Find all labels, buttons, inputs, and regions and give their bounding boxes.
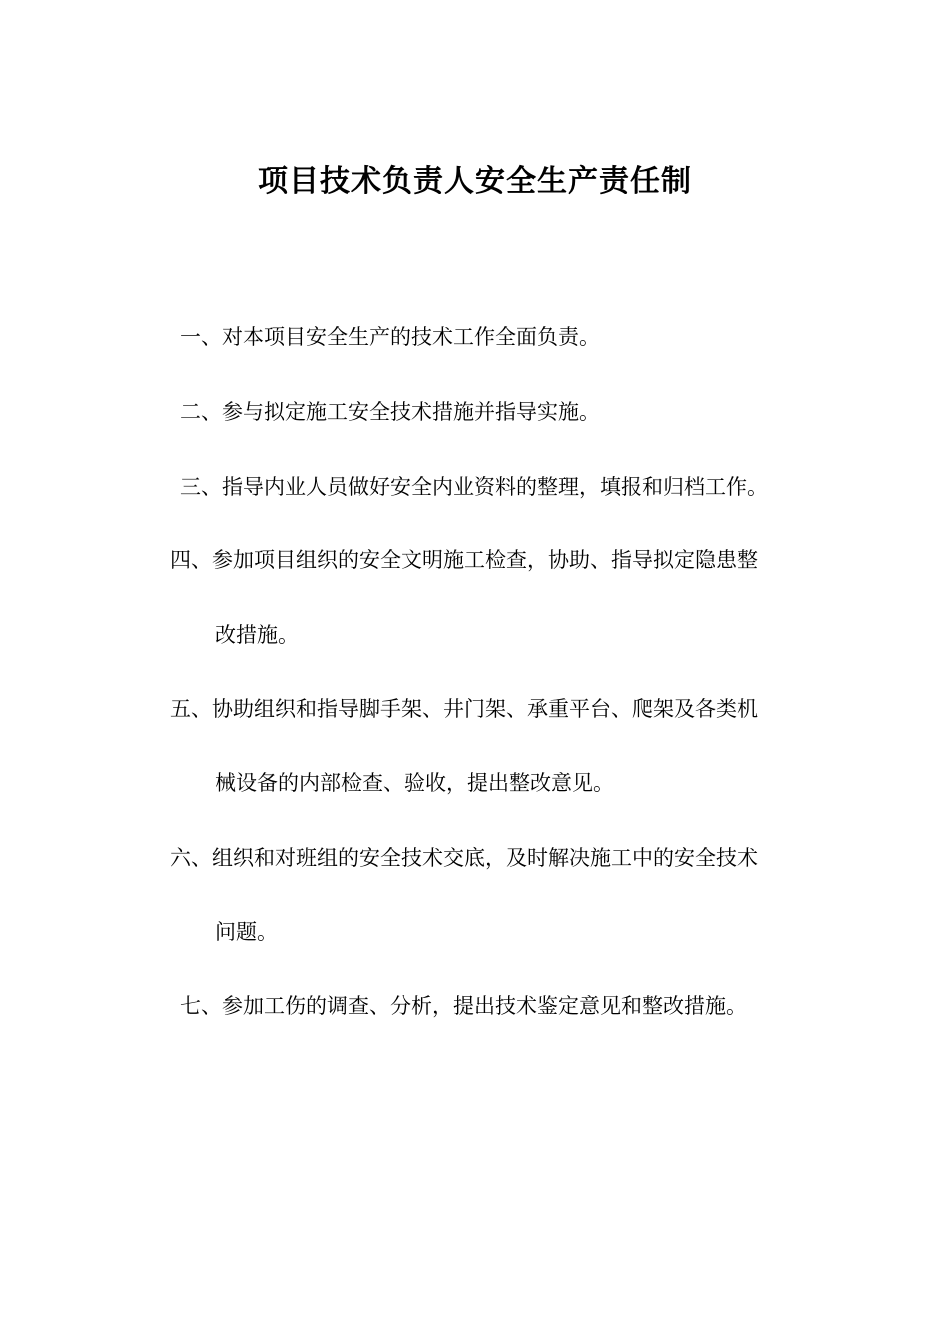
- item-4-line-2: 改措施。: [215, 623, 299, 647]
- document-title: 项目技术负责人安全生产责任制: [258, 164, 692, 199]
- item-6-line-1: 六、组织和对班组的安全技术交底，及时解决施工中的安全技术: [170, 846, 758, 870]
- item-7-line-1: 七、参加工伤的调查、分析，提出技术鉴定意见和整改措施。: [180, 994, 747, 1018]
- item-5-line-1: 五、协助组织和指导脚手架、井门架、承重平台、爬架及各类机: [170, 697, 758, 721]
- item-3-line-1: 三、指导内业人员做好安全内业资料的整理，填报和归档工作。: [180, 475, 768, 499]
- item-2-line-1: 二、参与拟定施工安全技术措施并指导实施。: [180, 400, 600, 424]
- item-4-line-1: 四、参加项目组织的安全文明施工检查，协助、指导拟定隐患整: [170, 548, 758, 572]
- item-1-line-1: 一、对本项目安全生产的技术工作全面负责。: [180, 325, 600, 349]
- item-6-line-2: 问题。: [215, 920, 278, 944]
- item-5-line-2: 械设备的内部检查、验收，提出整改意见。: [215, 771, 614, 795]
